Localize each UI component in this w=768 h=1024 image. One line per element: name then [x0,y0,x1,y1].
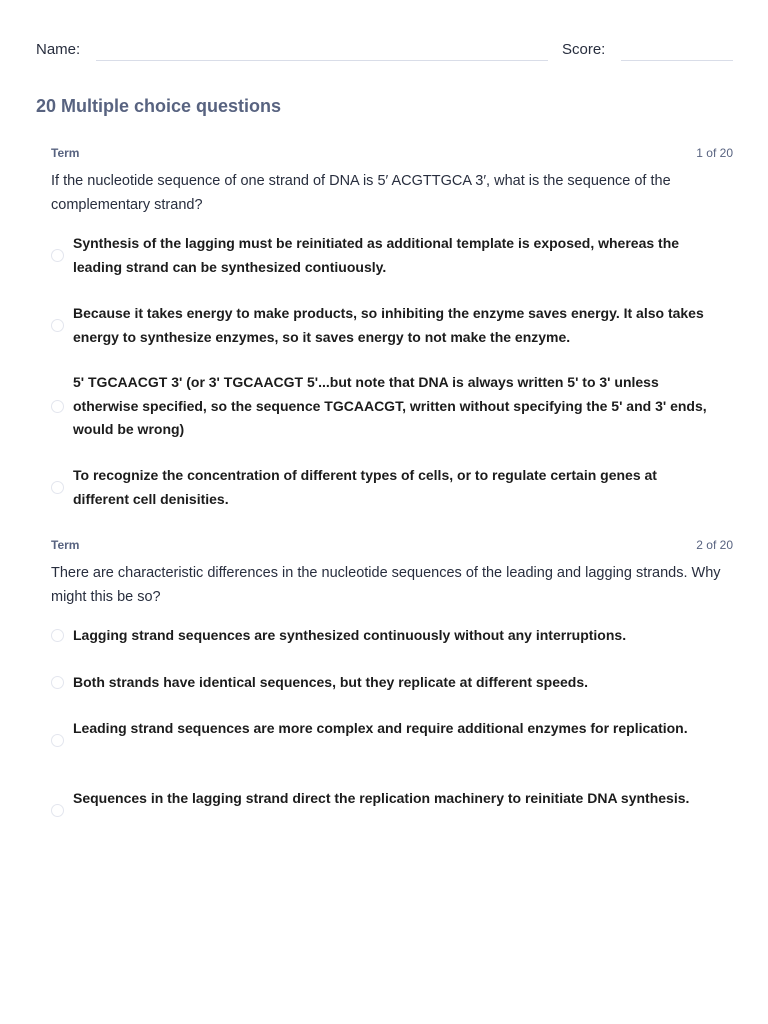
answer-option-text: To recognize the concentration of different types of cells, or to regulate certain genes at different cell denisities. [73,467,657,507]
question-counter: 2 of 20 [696,538,733,552]
term-label: Term [51,146,80,160]
section-title: 20 Multiple choice questions [36,96,282,116]
radio-button[interactable] [51,676,64,689]
question-card [51,146,733,507]
answer-option-text: Because it takes energy to make products, so inhibiting the enzyme saves energy. It also takes energy to synthesize enzymes, so it saves energy to not make the enzyme. [73,305,704,345]
radio-button[interactable] [51,319,64,332]
question-prompt: There are characteristic differences in the nucleotide sequences of the leading and lagging strands. Why might this be so? [51,565,721,605]
radio-button[interactable] [51,481,64,494]
question-meta [51,146,733,162]
radio-button[interactable] [51,734,64,747]
score-label: Score: [562,41,606,58]
question-counter: 1 of 20 [696,146,733,160]
radio-button[interactable] [51,804,64,817]
score-field[interactable] [621,60,733,61]
radio-button[interactable] [51,629,64,642]
question-meta [51,538,733,554]
answer-option-text: Synthesis of the lagging must be reinitiated as additional template is exposed, whereas the leading strand can be synthesized contiuously. [73,235,680,275]
radio-button[interactable] [51,249,64,262]
name-label: Name: [36,41,81,58]
radio-button[interactable] [51,400,64,413]
answer-option-text: 5' TGCAACGT 3' (or 3' TGCAACGT 5'...but note that DNA is always written 5' to 3' unless otherwise specified, so the sequence TGCAACGT, written without specifying the 5' and 3' ends, would be wrong) [73,374,707,437]
answer-option-text: Leading strand sequences are more complex and require additional enzymes for replication. [73,720,688,736]
term-label: Term [51,538,80,552]
answer-option-text: Sequences in the lagging strand direct the replication machinery to reinitiate DNA synthesis. [73,790,690,806]
answer-option-text: Lagging strand sequences are synthesized continuously without any interruptions. [73,627,627,643]
question-card [51,538,733,806]
answer-option-text: Both strands have identical sequences, but they replicate at different speeds. [73,674,589,690]
name-field[interactable] [96,60,548,61]
header-row [36,38,733,64]
question-prompt: If the nucleotide sequence of one strand of DNA is 5′ ACGTTGCA 3′, what is the sequence of the complementary strand? [51,173,671,213]
